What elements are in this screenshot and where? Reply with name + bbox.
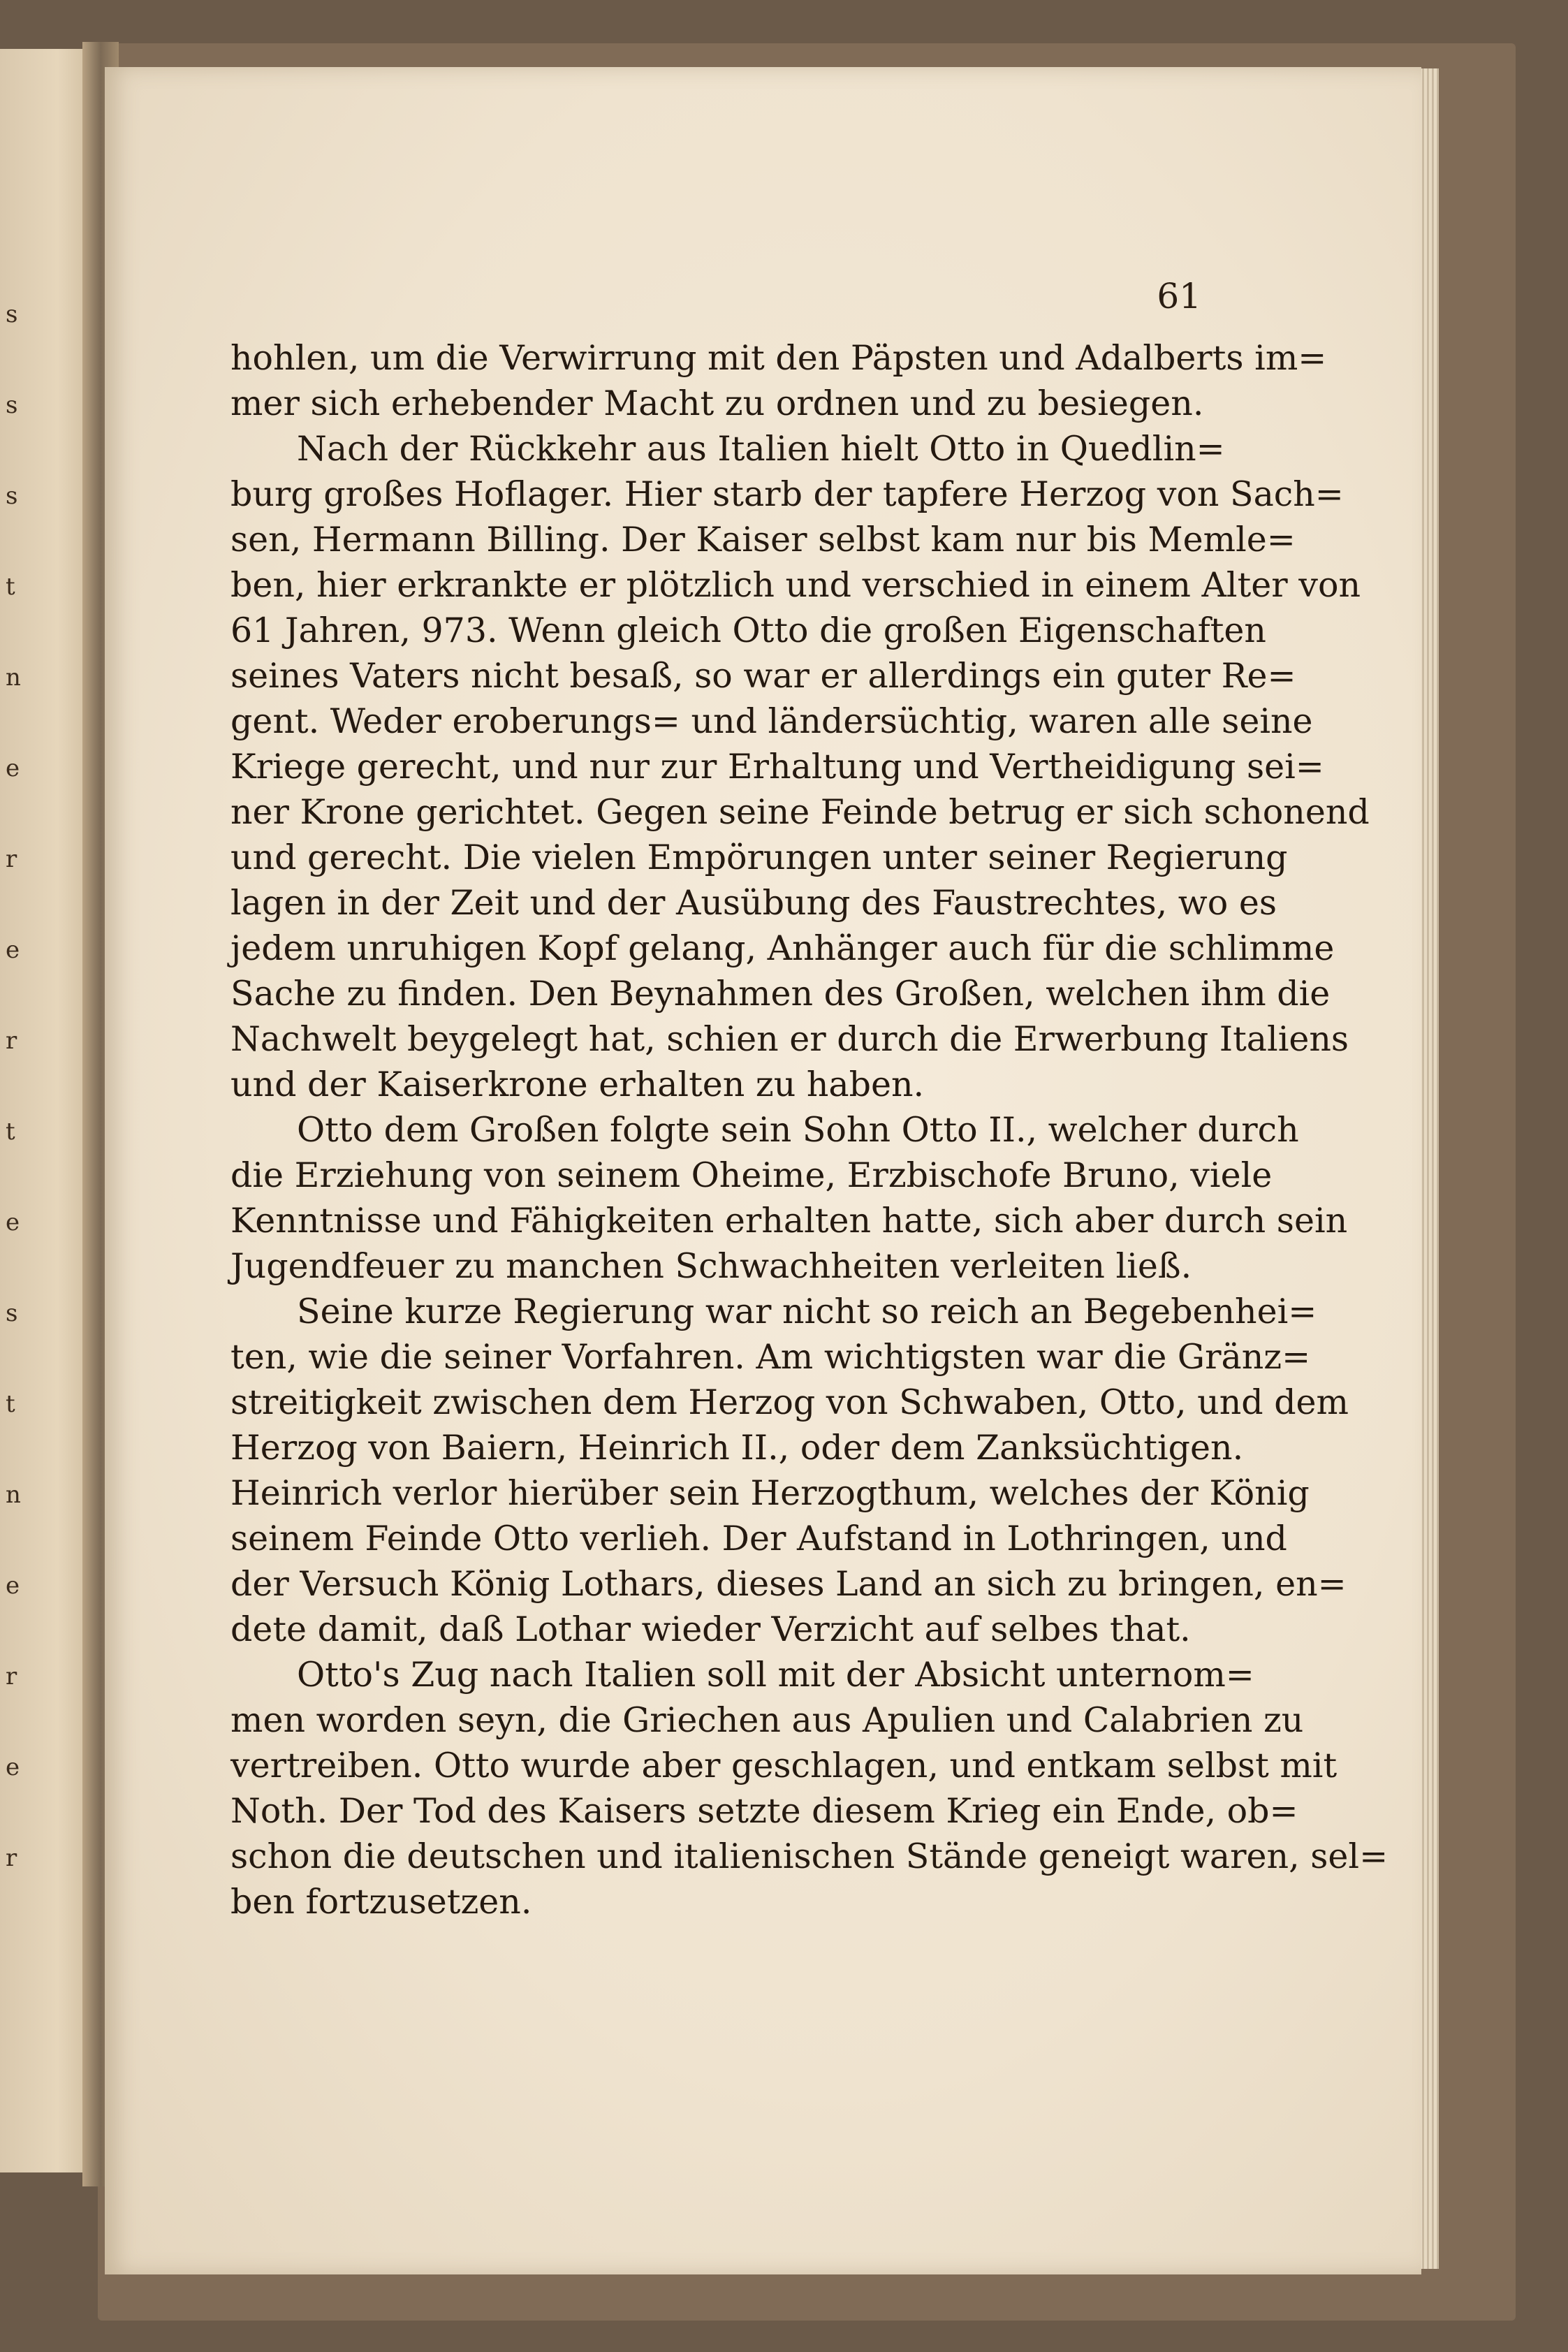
text-line: Jugendfeuer zu manchen Schwachheiten verleiten ließ. [230, 1246, 1192, 1286]
text-line: Noth. Der Tod des Kaisers setzte diesem Krieg ein Ende, ob= [230, 1791, 1298, 1831]
left-page-fragments [6, 300, 27, 2033]
text-line: Herzog von Baiern, Heinrich II., oder dem Zanksüchtigen. [230, 1428, 1244, 1468]
text-line: Kriege gerecht, und nur zur Erhaltung und Vertheidigung sei= [230, 747, 1324, 787]
text-line: Kenntnisse und Fähigkeiten erhalten hatte, sich aber durch sein [230, 1201, 1348, 1241]
margin-fragment: t [6, 1118, 15, 1146]
margin-fragment: e [6, 1208, 20, 1236]
text-line: der Versuch König Lothars, dieses Land an sich zu bringen, en= [230, 1564, 1347, 1604]
text-line: Otto's Zug nach Italien soll mit der Absicht unternom= [297, 1655, 1254, 1695]
text-line: hohlen, um die Verwirrung mit den Päpsten und Adalberts im= [230, 338, 1327, 378]
text-line: streitigkeit zwischen dem Herzog von Schwaben, Otto, und dem [230, 1382, 1349, 1422]
text-line: seines Vaters nicht besaß, so war er allerdings ein guter Re= [230, 656, 1296, 696]
text-line: seinem Feinde Otto verlieh. Der Aufstand in Lothringen, und [230, 1519, 1287, 1558]
page-number: 61 [1157, 276, 1201, 316]
margin-fragment: s [6, 391, 18, 419]
text-line: lagen in der Zeit und der Ausübung des Faustrechtes, wo es [230, 883, 1277, 923]
text-line: Otto dem Großen folgte sein Sohn Otto II., welcher durch [297, 1110, 1299, 1150]
text-line: ner Krone gerichtet. Gegen seine Feinde betrug er sich schonend [230, 792, 1370, 832]
text-line: sen, Hermann Billing. Der Kaiser selbst kam nur bis Memle= [230, 520, 1296, 560]
margin-fragment: e [6, 1572, 20, 1600]
text-line: Nach der Rückkehr aus Italien hielt Otto in Quedlin= [297, 429, 1225, 469]
margin-fragment: e [6, 754, 20, 782]
text-line: und der Kaiserkrone erhalten zu haben. [230, 1065, 925, 1104]
text-line: schon die deutschen und italienischen Stände geneigt waren, sel= [230, 1836, 1389, 1876]
text-line: ten, wie die seiner Vorfahren. Am wichtigsten war die Gränz= [230, 1337, 1311, 1377]
text-line: gent. Weder eroberungs= und ländersüchtig, waren alle seine [230, 701, 1313, 741]
margin-fragment: n [6, 1481, 21, 1509]
margin-fragment: r [6, 1844, 17, 1872]
text-line: Sache zu finden. Den Beynahmen des Großen, welchen ihm die [230, 974, 1331, 1014]
text-line: die Erziehung von seinem Oheime, Erzbischofe Bruno, viele [230, 1155, 1273, 1195]
margin-fragment: s [6, 300, 18, 328]
page-text [230, 335, 1389, 1924]
margin-fragment: r [6, 1027, 17, 1055]
margin-fragment: e [6, 1753, 20, 1781]
margin-fragment: n [6, 664, 21, 692]
text-line: ben fortzusetzen. [230, 1882, 532, 1922]
margin-fragment: r [6, 845, 17, 873]
text-line: 61 Jahren, 973. Wenn gleich Otto die großen Eigenschaften [230, 611, 1266, 650]
margin-fragment: e [6, 936, 20, 964]
text-line: vertreiben. Otto wurde aber geschlagen, und entkam selbst mit [230, 1746, 1338, 1785]
text-line: men worden seyn, die Griechen aus Apulien und Calabrien zu [230, 1700, 1304, 1740]
margin-fragment: r [6, 1663, 17, 1690]
text-line: Nachwelt beygelegt hat, schien er durch die Erwerbung Italiens [230, 1019, 1349, 1059]
text-line: dete damit, daß Lothar wieder Verzicht auf selbes that. [230, 1609, 1191, 1649]
text-line: mer sich erhebender Macht zu ordnen und zu besiegen. [230, 384, 1204, 423]
text-line: jedem unruhigen Kopf gelang, Anhänger auch für die schlimme [230, 928, 1335, 968]
margin-fragment: s [6, 482, 18, 510]
text-line: und gerecht. Die vielen Empörungen unter seiner Regierung [230, 838, 1288, 877]
text-line: ben, hier erkrankte er plötzlich und verschied in einem Alter von [230, 565, 1361, 605]
margin-fragment: t [6, 573, 15, 601]
margin-fragment: s [6, 1299, 18, 1327]
text-line: burg großes Hoflager. Hier starb der tapfere Herzog von Sach= [230, 474, 1344, 514]
margin-fragment: t [6, 1390, 15, 1418]
text-line: Seine kurze Regierung war nicht so reich an Begebenhei= [297, 1292, 1317, 1331]
text-line: Heinrich verlor hierüber sein Herzogthum, welches der König [230, 1473, 1310, 1513]
